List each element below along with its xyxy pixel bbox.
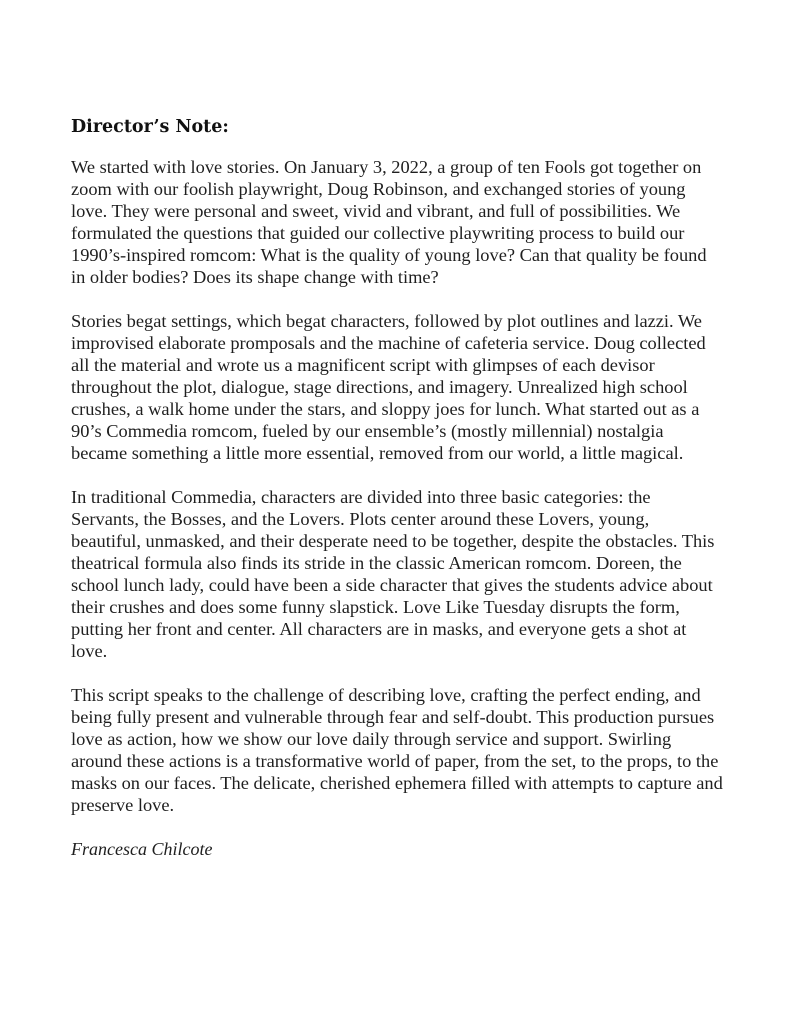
paragraph-commedia: In traditional Commedia, characters are divided into three basic categories: the Servants, the Bosses, and the Lovers. Plots center around these Lovers, young, beautiful, unmasked, and their desperate need to be together, despite the obstacles. This theatrical formula also finds its stride in the classic American romcom. Doreen, the school lunch lady, could have been a side character that gives the students advice about their crushes and does some funny slapstick. Love Like Tuesday disrupts the form, putting her front and center. All characters are in masks, and everyone gets a shot at love.: [71, 487, 715, 661]
paragraph-process: Stories begat settings, which begat characters, followed by plot outlines and lazzi. We improvised elaborate promposals and the machine of cafeteria service. Doug collected all the material and wrote us a magnificent script with glimpses of each devisor throughout the plot, dialogue, stage directions, and imagery. Unrealized high school crushes, a walk home under the stars, and sloppy joes for lunch. What started out as a 90’s Commedia romcom, fueled by our ensemble’s (mostly millennial) nostalgia became something a little more essential, removed from our world, a little magical.: [71, 311, 706, 463]
paragraph-script: This script speaks to the challenge of describing love, crafting the perfect ending, and being fully present and vulnerable through fear and self-doubt. This production pursues love as action, how we show our love daily through service and support. Swirling around these actions is a transformative world of paper, from the set, to the props, to the masks on our faces. The delicate, cherished ephemera filled with attempts to capture and preserve love.: [71, 685, 723, 815]
page-title: Director’s Note:: [71, 117, 229, 137]
signature: Francesca Chilcote: [71, 839, 213, 859]
directors-note-page: [71, 114, 723, 860]
paragraph-origins: We started with love stories. On January 3, 2022, a group of ten Fools got together on zoom with our foolish playwright, Doug Robinson, and exchanged stories of young love. They were personal and sweet, vivid and vibrant, and full of possibilities. We formulated the questions that guided our collective playwriting process to build our 1990’s-inspired romcom: What is the quality of young love? Can that quality be found in older bodies? Does its shape change with time?: [71, 157, 707, 287]
